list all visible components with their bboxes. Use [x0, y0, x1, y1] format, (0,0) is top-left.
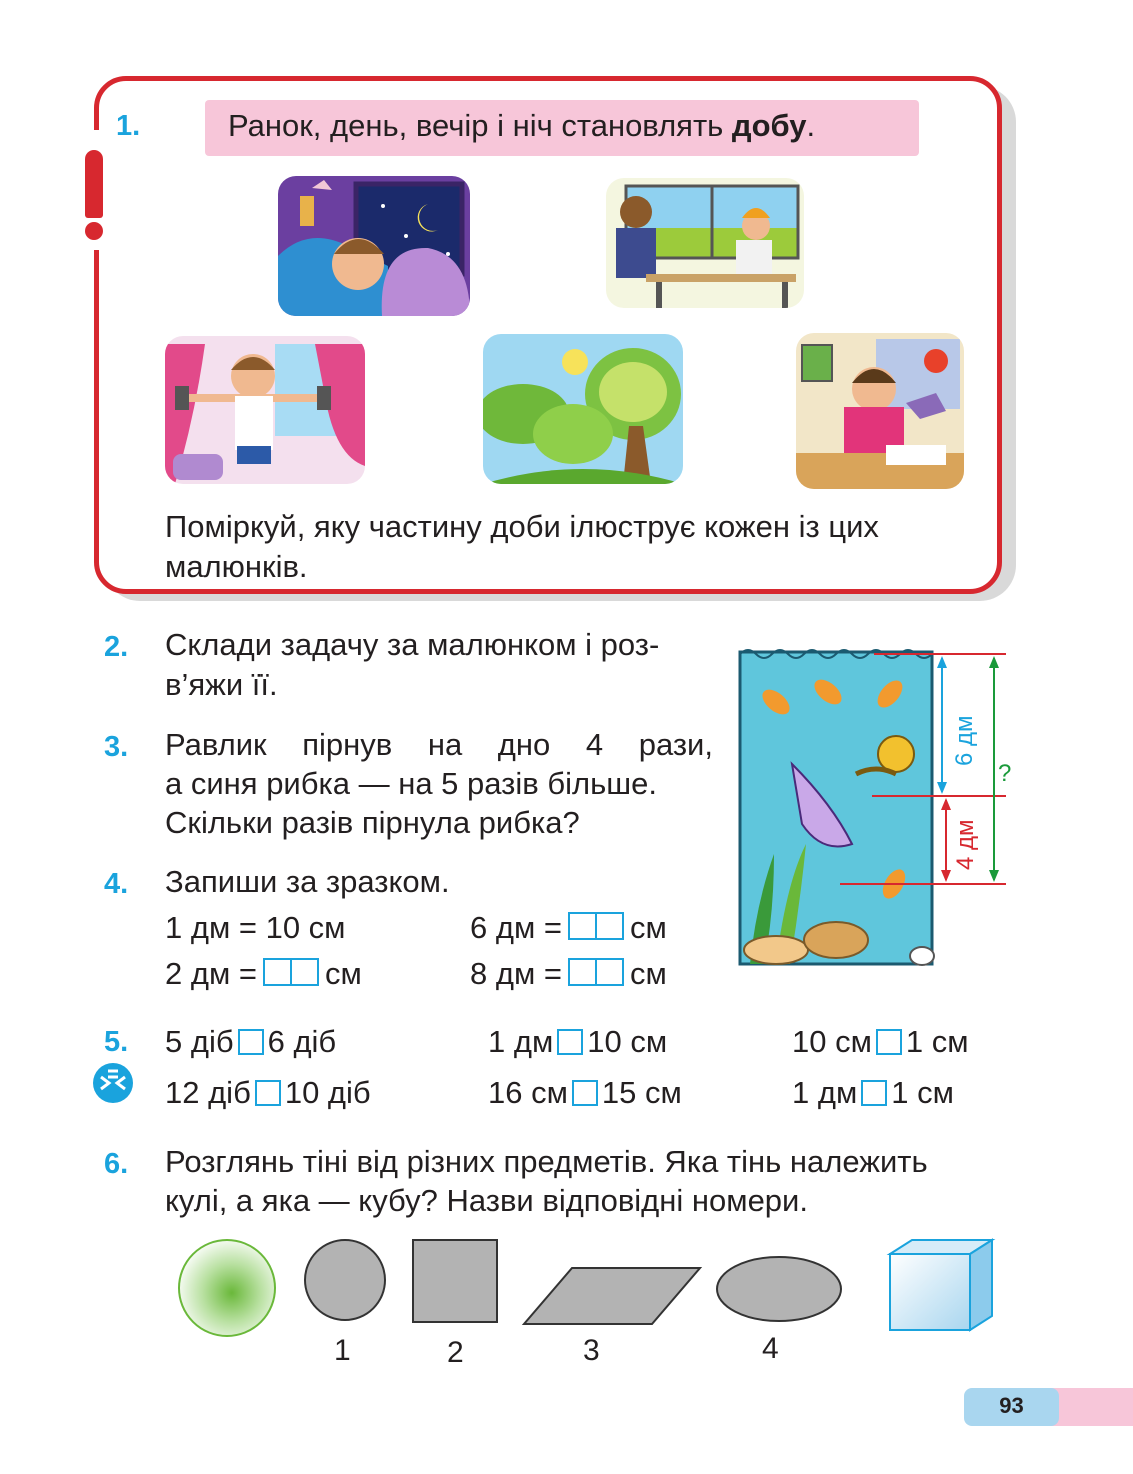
rule-text-part: Ранок, день, вечір і ніч становлять	[228, 108, 732, 143]
compare-r2c1	[165, 1073, 371, 1113]
compare-r2c3	[792, 1073, 954, 1113]
task6-line2: кулі, а яка — кубу? Назви відповідні номери.	[165, 1183, 808, 1218]
exclamation-icon	[85, 150, 103, 218]
task4-example1: 1 дм = 10 см	[165, 910, 346, 945]
shapes-row	[170, 1232, 1010, 1342]
shadow-square	[413, 1240, 497, 1322]
task6-number: 6.	[104, 1148, 129, 1180]
compare-box[interactable]	[255, 1080, 281, 1106]
day-picture	[483, 334, 683, 484]
rule-text	[228, 106, 815, 146]
shadow-label-1: 1	[334, 1334, 351, 1367]
task6-line1: Розглянь тіні від різних предметів. Яка тінь належить	[165, 1144, 928, 1179]
exclamation-dot-icon	[85, 222, 103, 240]
task1-question: Поміркуй, яку частину доби ілюструє кожен із цих малюнків.	[165, 509, 879, 584]
task5-number: 5.	[104, 1026, 129, 1058]
compare-right: 6 діб	[267, 1024, 337, 1059]
shadow-ellipse	[717, 1257, 841, 1321]
task4-example2-right: см	[629, 910, 667, 945]
compare-right: 10 діб	[284, 1075, 371, 1110]
shadow-parallelogram	[524, 1268, 700, 1324]
compare-left: 5 діб	[165, 1024, 234, 1059]
task3-line2: а синя рибка — на 5 разів більше.	[165, 766, 657, 801]
compare-right: 15 см	[601, 1075, 682, 1110]
task2-line2: в’яжи її.	[165, 667, 278, 702]
task3-number: 3.	[104, 731, 129, 763]
task4-example3-right: см	[324, 956, 362, 991]
answer-box[interactable]	[263, 958, 319, 986]
task3-line3: Скільки разів пірнула рибка?	[165, 805, 580, 840]
aquarium-label-6dm	[945, 710, 985, 770]
aquarium-label-question: ?	[998, 760, 1012, 787]
night-picture	[278, 176, 470, 316]
shadow-label-4: 4	[762, 1332, 779, 1365]
compare-box[interactable]	[861, 1080, 887, 1106]
compare-box[interactable]	[876, 1029, 902, 1055]
task4-example4-left: 8 дм =	[470, 956, 562, 991]
compare-box[interactable]	[572, 1080, 598, 1106]
compare-left: 12 діб	[165, 1075, 251, 1110]
compare-r1c2	[488, 1022, 667, 1062]
rule-text-end: .	[806, 108, 816, 143]
rule-text-bold: добу	[731, 108, 807, 143]
compare-box[interactable]	[238, 1029, 264, 1055]
shadow-label-3: 3	[583, 1334, 600, 1367]
task4-example3	[165, 954, 362, 994]
shadow-label-2: 2	[447, 1336, 464, 1369]
answer-box[interactable]	[568, 912, 624, 940]
aquarium-label-6dm-text: 6 дм	[951, 715, 978, 766]
compare-r1c1	[165, 1022, 336, 1062]
task4-example4	[470, 954, 667, 994]
compare-right: 10 см	[587, 1024, 668, 1059]
morning-picture	[165, 336, 365, 484]
compare-r2c2	[488, 1073, 682, 1113]
compare-left: 10 см	[792, 1024, 872, 1059]
task4-example3-left: 2 дм =	[165, 956, 257, 991]
aquarium-picture	[736, 644, 1016, 966]
compare-r1c3	[792, 1022, 969, 1062]
compare-box[interactable]	[557, 1029, 583, 1055]
aquarium-label-4dm	[950, 810, 990, 870]
compare-right: 1 см	[891, 1075, 954, 1110]
page-number: 93	[999, 1393, 1024, 1418]
evening-picture	[796, 333, 964, 489]
shadow-circle	[305, 1240, 385, 1320]
aquarium-label-4dm-text: 4 дм	[952, 819, 979, 870]
task2-number: 2.	[104, 631, 129, 663]
answer-box[interactable]	[568, 958, 624, 986]
cube-icon	[890, 1240, 992, 1330]
task4-example2	[470, 908, 667, 948]
compare-right: 1 см	[905, 1024, 969, 1059]
task4-number: 4.	[104, 868, 129, 900]
task1-number: 1.	[116, 110, 141, 142]
task3-line1: Равлик пірнув на дно 4 рази,	[165, 727, 713, 762]
task4-example4-right: см	[629, 956, 667, 991]
compare-icon	[93, 1063, 133, 1103]
compare-left: 1 дм	[792, 1075, 858, 1110]
task4-example2-left: 6 дм =	[470, 910, 562, 945]
compare-left: 1 дм	[488, 1024, 554, 1059]
compare-left: 16 см	[488, 1075, 568, 1110]
task4-title: Запиши за зразком.	[165, 864, 450, 899]
ball-icon	[179, 1240, 275, 1336]
task2-line1: Склади задачу за малюнком і роз-	[165, 627, 660, 662]
classroom-picture	[606, 178, 804, 308]
